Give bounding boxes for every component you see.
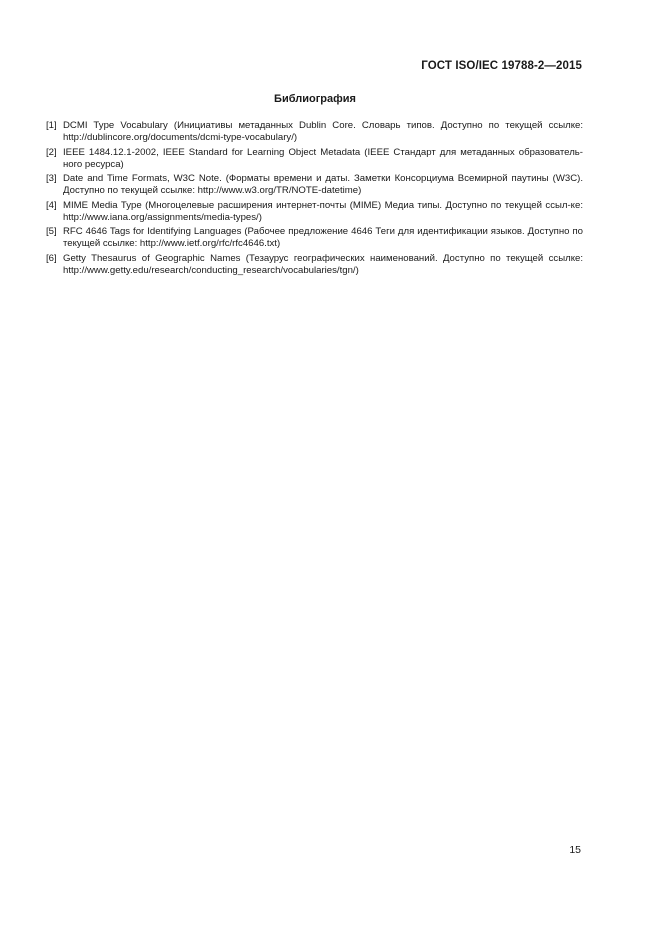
entry-text: Date and Time Formats, W3C Note. (Форматы времени и даты. Заметки Консорциума Всемирной паутины (W3C). Доступно по текущей ссылке: http://www.w3.org/TR/NOTE-datetime) [63,173,583,197]
entry-text: DCMI Type Vocabulary (Инициативы метаданных Dublin Core. Словарь типов. Доступно по текущей ссылке: http://dublincore.org/documents/dcmi-type-vocabulary/) [63,120,583,144]
page-number: 15 [569,844,581,856]
bibliography-entry [46,173,583,197]
entry-number: [2] [46,146,57,158]
entry-number: [4] [46,199,57,211]
entry-number: [3] [46,173,57,184]
entry-text: MIME Media Type (Многоцелевые расширения интернет-почты (MIME) Медиа типы. Доступно по текущей ссыл-ке: http://www.iana.org/assignments/media-types/) [63,199,583,223]
entry-number: [5] [46,226,57,237]
entry-text: Getty Thesaurus of Geographic Names (Тезаурус географических наименований. Доступно по текущей ссылке: http://www.getty.edu/research/conducting_research/vocabularies/tgn/) [63,252,583,276]
standard-code-header: ГОСТ ISO/IEC 19788-2—2015 [421,60,582,72]
entry-number: [6] [46,252,57,264]
bibliography-list [46,120,583,279]
entry-text: IEEE 1484.12.1-2002, IEEE Standard for Learning Object Metadata (IEEE Стандарт для метаданных образователь-ного ресурса) [63,146,583,170]
bibliography-entry [46,226,583,250]
entry-text: RFC 4646 Tags for Identifying Languages (Рабочее предложение 4646 Теги для идентификации языков. Доступно по текущей ссылке: http://www.ietf.org/rfc/rfc4646.txt) [63,226,583,250]
bibliography-entry [46,253,583,277]
bibliography-title: Библиография [274,93,356,105]
bibliography-entry [46,200,583,224]
bibliography-entry [46,147,583,171]
bibliography-entry [46,120,583,144]
entry-number: [1] [46,120,57,131]
